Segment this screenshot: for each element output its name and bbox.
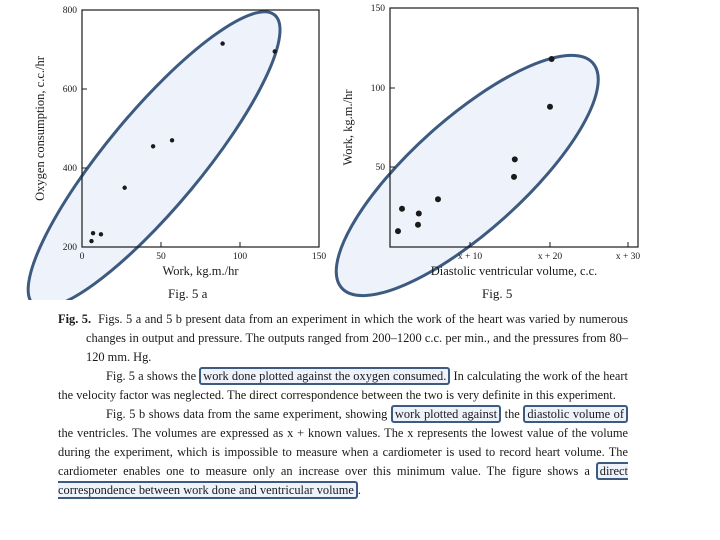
chart-5a-data-point	[273, 49, 277, 53]
chart-5a-x-axis-label: Work, kg.m./hr	[162, 264, 239, 278]
caption-p3-end: .	[357, 483, 361, 497]
chart-5a-data-point	[91, 231, 95, 235]
chart-5a-x-tick-label: 150	[311, 252, 327, 262]
chart-5a-y-tick-label: 800	[62, 6, 77, 16]
caption-p1-text: Figs. 5 a and 5 b present data from an experiment in which the work of the heart was varied by numerous changes in output and pressure. The outputs ranged from 200–1200 c.c. per min., and the pressures from 80–120 mm. Hg.	[86, 312, 628, 364]
caption-p2-after: In calculating the work of the heart the velocity factor was neglected. The direct correspondence between the two is very definite in this experiment.	[58, 369, 628, 402]
chart-5b-data-point	[547, 104, 553, 110]
chart-5a-data-point	[220, 41, 224, 45]
chart-5a-data-point	[99, 232, 103, 236]
chart-5b-data-point	[416, 211, 422, 217]
chart-5a-x-tick-label: 50	[156, 252, 166, 262]
chart-5b-x-tick-label: x + 20	[537, 252, 563, 262]
chart-5b-x-tick-label: x + 30	[615, 252, 641, 262]
chart-5a-y-tick-label: 600	[62, 85, 77, 95]
caption-figure-label: Fig. 5.	[58, 312, 92, 326]
caption-p3-before: Fig. 5 b shows data from the same experiment, showing	[106, 407, 388, 421]
chart-5b-data-point	[549, 56, 555, 62]
chart-5b-data-point	[415, 222, 421, 228]
chart-5b-y-tick-label: 100	[370, 84, 385, 94]
chart-5b-data-point	[395, 228, 401, 234]
chart-5b-y-axis-label: Work, kg.m./hr	[341, 89, 355, 166]
fig-5b-caption: Fig. 5	[482, 286, 513, 301]
chart-5b-data-point	[399, 206, 405, 212]
chart-5a-data-point	[122, 186, 126, 190]
chart-5a	[0, 0, 326, 300]
highlight-work-plotted-against: work plotted against	[391, 405, 501, 423]
figure-caption-text	[58, 310, 628, 500]
caption-paragraph-1	[58, 310, 628, 367]
chart-5b-data-point	[512, 156, 518, 162]
highlight-direct-correspondence: direct correspondence between work done and ventricular volume	[58, 464, 628, 497]
chart-5a-x-tick-label: 100	[232, 252, 248, 262]
chart-5b-y-tick-label: 150	[370, 4, 385, 14]
chart-5a-x-tick-label: 0	[79, 252, 85, 262]
caption-p3-mid: the	[504, 407, 520, 421]
caption-paragraph-2	[58, 367, 628, 405]
chart-5b-data-point	[435, 196, 441, 202]
chart-5a-data-point	[170, 138, 174, 142]
chart-5a-y-tick-label: 200	[62, 243, 77, 253]
chart-5a-data-point	[89, 239, 93, 243]
highlight-work-vs-oxygen: work done plotted against the oxygen consumed.	[199, 367, 450, 385]
caption-p2-before: Fig. 5 a shows the	[106, 369, 197, 383]
chart-5b	[304, 4, 640, 300]
chart-5b-y-tick-label: 50	[375, 163, 385, 173]
caption-p3-after: the ventricles. The volumes are expressed as x + known values. The x represents the lowest value of the volume during the experiment, which is impossible to measure when a cardiometer is used to record heart volume. The cardiometer enables one to measure only an increase over this minimum value. The figure shows a	[58, 426, 628, 478]
chart-5a-y-tick-label: 400	[62, 164, 77, 174]
highlight-diastolic-volume: diastolic volume of	[523, 405, 628, 423]
chart-5a-data-point	[151, 144, 155, 148]
fig-5a-caption: Fig. 5 a	[168, 286, 208, 301]
caption-paragraph-3	[58, 405, 628, 500]
chart-5b-x-axis-label: Diastolic ventricular volume, c.c.	[430, 264, 598, 278]
chart-5b-data-point	[511, 174, 517, 180]
chart-5a-y-axis-label: Oxygen consumption, c.c./hr	[33, 56, 47, 201]
chart-5b-x-tick-label: x + 10	[457, 252, 483, 262]
